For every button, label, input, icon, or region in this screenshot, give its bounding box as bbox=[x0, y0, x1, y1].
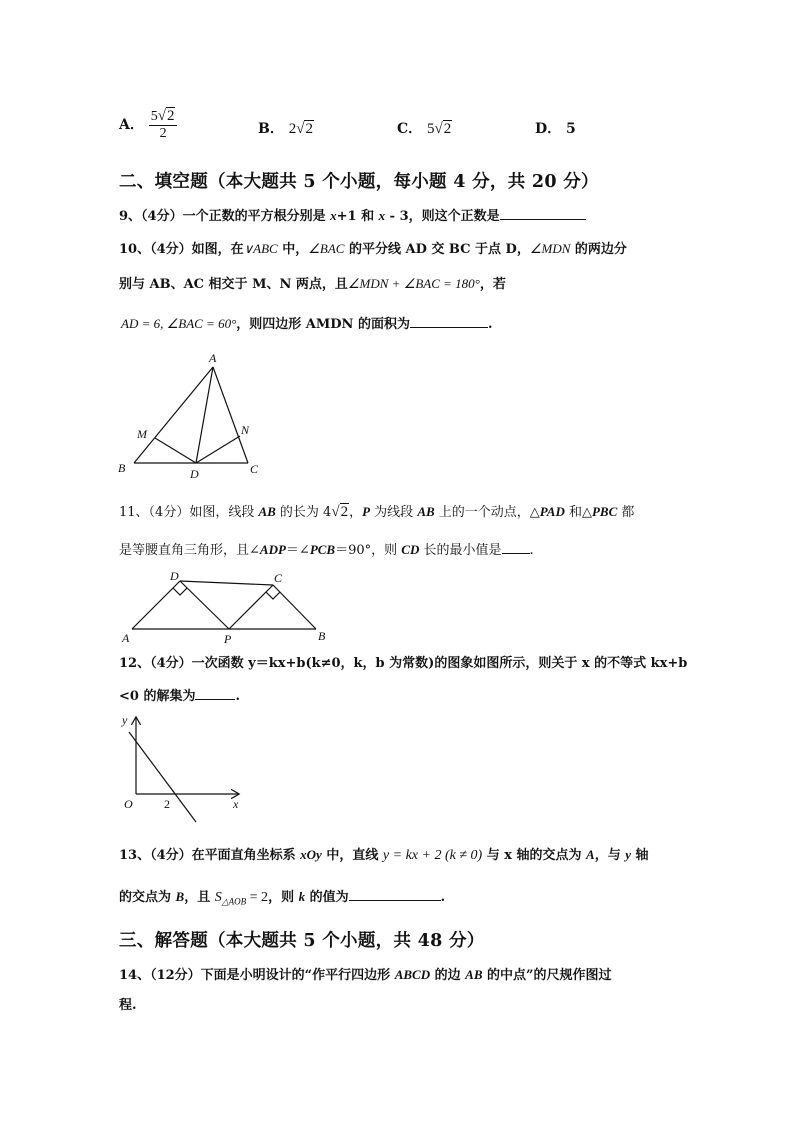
segment-dc bbox=[180, 581, 273, 585]
q13-text: ，与 bbox=[594, 848, 626, 863]
segment-ac bbox=[213, 367, 248, 463]
option-b: B． 2√2 bbox=[258, 121, 313, 137]
segment-dn bbox=[196, 436, 240, 463]
question-10-line-2 bbox=[119, 274, 506, 295]
q9-var: x bbox=[378, 208, 386, 223]
q11-text: 的长为 4 bbox=[275, 505, 332, 520]
label-m: M bbox=[137, 427, 147, 441]
q12-text: <0 的解集为 bbox=[119, 689, 196, 704]
q13-math: △AOB bbox=[221, 896, 247, 907]
q13-text: ，且 bbox=[184, 890, 215, 905]
label-p: P bbox=[224, 632, 232, 646]
q11-text: ＝∠ bbox=[285, 543, 310, 558]
option-a-denominator: 2 bbox=[159, 126, 167, 141]
q10-text: . bbox=[487, 317, 493, 332]
q13-math: S bbox=[214, 890, 222, 905]
q10-text: ，若 bbox=[479, 277, 506, 292]
q11-text: 是等腰直角三角形，且∠ bbox=[119, 543, 260, 558]
q10-text: 别与 AB、AC 相交于 M、N 两点，且 bbox=[119, 277, 348, 292]
label-x: x bbox=[233, 797, 239, 811]
q12-text: . bbox=[235, 689, 240, 704]
q10-text: 10、（4分）如图，在 bbox=[119, 242, 244, 257]
question-11-line-2 bbox=[119, 540, 534, 561]
function-line bbox=[129, 732, 196, 822]
option-a-radicand: 2 bbox=[166, 108, 175, 124]
q11-text: 和△ bbox=[564, 505, 592, 520]
label-a: A bbox=[209, 351, 217, 365]
answer-blank[interactable] bbox=[500, 207, 586, 220]
q11-text: ， bbox=[349, 505, 363, 520]
option-c: C． 5√2 bbox=[397, 121, 452, 137]
label-n: N bbox=[241, 423, 250, 437]
segment-pc bbox=[229, 585, 273, 629]
q14-text: 14、（12分）下面是小明设计的“作平行四边形 bbox=[119, 968, 395, 983]
question-12-line-2 bbox=[119, 687, 240, 707]
label-d: D bbox=[170, 569, 179, 583]
q11-var: PAD bbox=[539, 504, 565, 519]
figure-11-triangles bbox=[118, 566, 338, 646]
q11-text: 长的最小值是 bbox=[419, 543, 502, 558]
question-14-line-2 bbox=[119, 996, 137, 1016]
q13-text: ，则 bbox=[268, 890, 299, 905]
option-b-label: B． bbox=[258, 121, 284, 137]
label-intercept-2: 2 bbox=[164, 797, 170, 811]
q10-math: ∠MDN bbox=[529, 241, 571, 256]
q11-var: ADP bbox=[259, 542, 286, 557]
q13-var: A bbox=[586, 847, 595, 862]
question-13 bbox=[119, 845, 649, 866]
q10-text: 中， bbox=[277, 242, 309, 257]
question-12 bbox=[119, 654, 687, 674]
question-11: 11、（4分）如图，线段 AB 的长为 4√2，P 为线段 AB 上的一个动点，△PAD 和△PBC 都 bbox=[119, 504, 635, 520]
option-c-radicand: 2 bbox=[443, 121, 452, 137]
answer-blank[interactable] bbox=[195, 687, 235, 700]
answer-blank[interactable] bbox=[349, 888, 441, 901]
label-b: B bbox=[318, 629, 326, 643]
q13-text: 轴 bbox=[631, 848, 649, 863]
option-d-label: D． bbox=[535, 121, 562, 137]
section-3-title: 三、解答题（本大题共 5 个小题，共 48 分） bbox=[119, 931, 485, 951]
q11-text: 上的一个动点，△ bbox=[434, 505, 540, 520]
q9-var: x bbox=[330, 208, 337, 223]
segment-cb bbox=[273, 585, 316, 629]
q10-math: ∨ABC bbox=[243, 241, 278, 256]
option-c-label: C． bbox=[397, 121, 423, 137]
figure-12-graph bbox=[116, 712, 256, 828]
question-13-line-2 bbox=[119, 887, 445, 912]
question-9 bbox=[119, 206, 586, 227]
q11-text: . bbox=[529, 543, 534, 558]
q10-text: 的平分线 AD 交 BC 于点 D， bbox=[344, 242, 530, 257]
label-d: D bbox=[190, 467, 199, 480]
q14-var: AB bbox=[465, 967, 483, 982]
question-10-line-3 bbox=[121, 314, 493, 335]
q13-text: 的交点为 bbox=[119, 890, 176, 905]
option-a bbox=[119, 108, 177, 142]
q11-var: P bbox=[362, 504, 371, 519]
option-b-radicand: 2 bbox=[305, 121, 313, 137]
q9-text: - 3，则这个正数是 bbox=[385, 209, 500, 224]
q11-text: 11、（4分）如图，线段 bbox=[119, 505, 259, 520]
q13-text: 的值为 bbox=[305, 890, 349, 905]
q12-text: 12、（4分）一次函数 y＝kx+b(k≠0，k，b 为常数)的图象如图所示，则关于 x 的不等式 kx+b bbox=[119, 656, 688, 671]
q13-text: . bbox=[440, 890, 446, 905]
label-origin: O bbox=[124, 797, 133, 811]
label-y: y bbox=[122, 713, 128, 727]
segment-dp bbox=[180, 581, 229, 629]
q11-var: CD bbox=[401, 542, 420, 557]
option-b-coef: 2 bbox=[288, 121, 297, 137]
q13-text: 中，直线 bbox=[321, 848, 383, 863]
q9-text: 9、（4分）一个正数的平方根分别是 bbox=[119, 209, 331, 224]
q13-math: = 2 bbox=[246, 890, 269, 905]
segment-ad bbox=[196, 367, 213, 463]
q14-text: 的边 bbox=[430, 968, 466, 983]
answer-blank[interactable] bbox=[502, 541, 530, 554]
q10-math: ∠BAC bbox=[308, 241, 345, 256]
q11-radicand: 2 bbox=[340, 504, 349, 520]
right-angle-mark-d bbox=[173, 588, 187, 595]
right-angle-mark-c bbox=[266, 592, 280, 599]
option-a-numerator: 5 bbox=[150, 109, 158, 124]
q13-text: 与 x 轴的交点为 bbox=[482, 848, 587, 863]
q13-text: 13、（4分）在平面直角坐标系 bbox=[119, 848, 301, 863]
option-d-value: 5 bbox=[566, 121, 576, 137]
q11-text: ＝90°，则 bbox=[335, 543, 402, 558]
q10-math: ∠MDN + ∠BAC = 180° bbox=[347, 276, 480, 291]
q14-text: 程. bbox=[119, 998, 137, 1013]
section-2-title: 二、填空题（本大题共 5 个小题，每小题 4 分，共 20 分） bbox=[119, 172, 599, 192]
question-14 bbox=[119, 965, 612, 986]
q11-text: 为线段 bbox=[370, 505, 418, 520]
q14-text: 的中点”的尺规作图过 bbox=[482, 968, 612, 983]
question-10 bbox=[119, 239, 627, 260]
q13-var: xOy bbox=[300, 847, 322, 862]
q11-var: PBC bbox=[591, 504, 618, 519]
q14-var: ABCD bbox=[394, 967, 431, 982]
answer-blank[interactable] bbox=[410, 315, 488, 328]
q11-text: 都 bbox=[617, 505, 635, 520]
q11-var: AB bbox=[417, 504, 435, 519]
option-c-coef: 5 bbox=[427, 121, 435, 137]
q13-var: y bbox=[625, 847, 632, 862]
q10-math: AD = 6, ∠BAC = 60° bbox=[121, 316, 237, 331]
label-b: B bbox=[118, 461, 126, 475]
option-a-label: A． bbox=[119, 117, 144, 133]
label-c: C bbox=[250, 462, 259, 476]
q10-text: ，则四边形 AMDN 的面积为 bbox=[236, 317, 410, 332]
q13-var: k bbox=[298, 889, 306, 904]
q10-text: 的两边分 bbox=[570, 242, 627, 257]
label-c: C bbox=[274, 571, 283, 585]
q11-var: AB bbox=[258, 504, 276, 519]
label-a: A bbox=[122, 631, 130, 645]
option-d bbox=[535, 118, 576, 138]
q13-var: B bbox=[175, 889, 185, 904]
q13-math: y = kx + 2 (k ≠ 0) bbox=[382, 848, 483, 863]
figure-10-triangle bbox=[112, 348, 272, 480]
segment-dm bbox=[155, 438, 196, 463]
q9-text: +1 和 bbox=[336, 209, 379, 224]
option-a-fraction: $\frac{5√2}{2}$ bbox=[149, 108, 178, 142]
q11-var: PCB bbox=[309, 542, 336, 557]
